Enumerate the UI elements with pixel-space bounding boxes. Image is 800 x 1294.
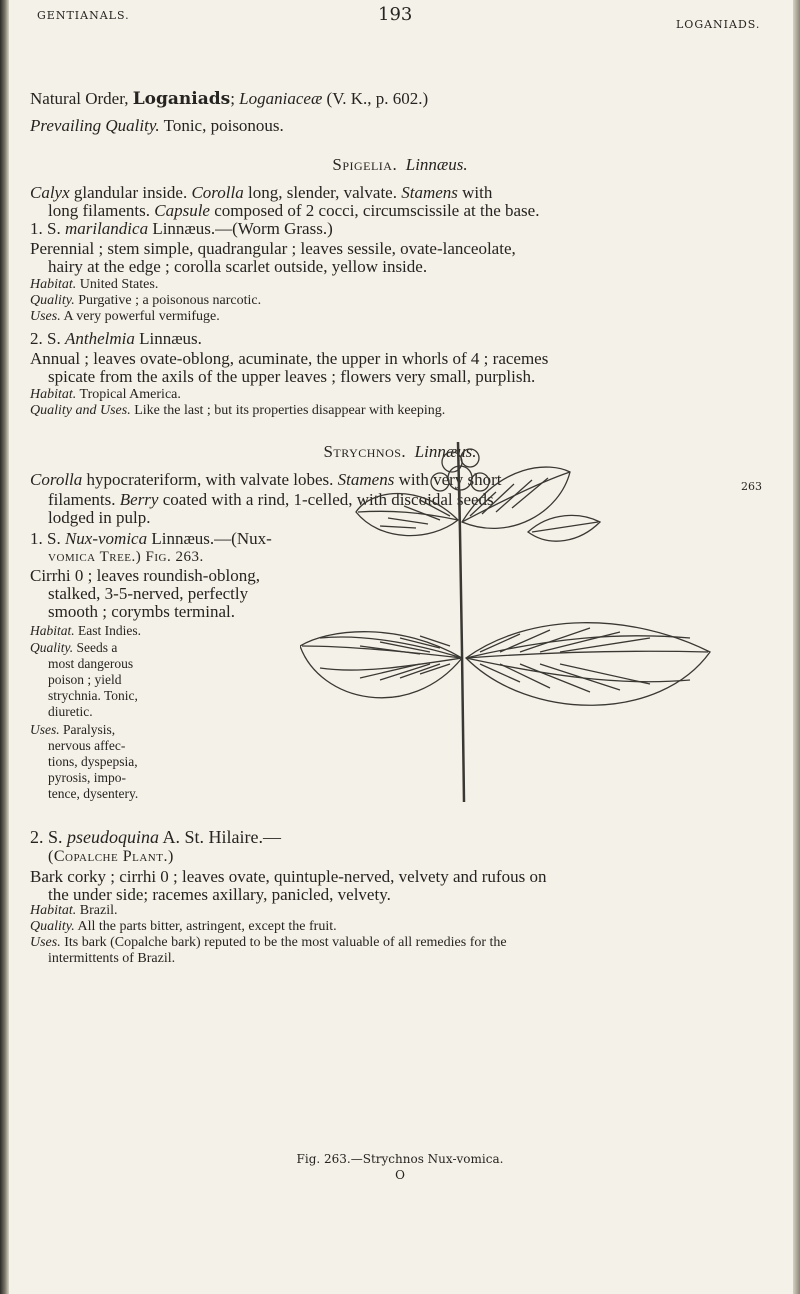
- nux-vomica-quality-line4: strychnia. Tonic,: [48, 688, 138, 703]
- pseudoquina-uses-line1: Uses. Its bark (Copalche bark) reputed to be the most valuable of all remedies for the: [30, 935, 507, 950]
- running-head-right: LOGANIADS.: [676, 18, 761, 31]
- nux-vomica-quality-line1: Quality. Seeds a: [30, 640, 118, 655]
- running-head-left: GENTIANALS.: [37, 9, 130, 22]
- nux-vomica-habitat: Habitat. East Indies.: [30, 623, 142, 638]
- spigelia-anthelmia-desc2: spicate from the axils of the upper leaves ; flowers very small, purplish.: [48, 367, 536, 386]
- nux-vomica-quality-line2: most dangerous: [48, 656, 134, 671]
- nux-vomica-desc1: Cirrhi 0 ; leaves roundish-oblong,: [30, 566, 260, 585]
- species-spigelia-anthelmia: 2. S. Anthelmia Linnæus.: [30, 329, 202, 348]
- spigelia-marilandica-uses: Uses. A very powerful vermifuge.: [30, 309, 220, 324]
- spigelia-character-line1: Calyx glandular inside. Corolla long, slender, valvate. Stamens with: [30, 183, 493, 202]
- page-edge-right: [793, 0, 800, 1294]
- species-strychnos-nux-vomica: 1. S. Nux-vomica Linnæus.—(Nux-: [30, 529, 272, 548]
- nux-vomica-uses-line1: Uses. Paralysis,: [30, 722, 116, 737]
- nux-vomica-desc3: smooth ; corymbs terminal.: [48, 602, 235, 621]
- spigelia-character-line2: long filaments. Capsule composed of 2 cocci, circumscissile at the base.: [48, 201, 540, 220]
- prevailing-quality: Prevailing Quality. Tonic, poisonous.: [30, 116, 284, 135]
- page-edge-left: [0, 0, 9, 1294]
- order-blackletter: Loganiads: [132, 89, 231, 109]
- page-number: 193: [378, 4, 413, 25]
- spigelia-marilandica-desc2: hairy at the edge ; corolla scarlet outside, yellow inside.: [48, 257, 428, 276]
- spigelia-anthelmia-quality-uses: Quality and Uses. Like the last ; but its properties disappear with keeping.: [30, 403, 446, 418]
- strychnos-character-line1: Corolla hypocrateriform, with valvate lobes. Stamens with very short: [30, 470, 502, 489]
- nux-vomica-common-name: vomica Tree.) Fig. 263.: [48, 549, 204, 565]
- strychnos-character-line3: lodged in pulp.: [48, 508, 151, 527]
- pseudoquina-habitat: Habitat. Brazil.: [30, 903, 118, 918]
- pseudoquina-desc2: the under side; racemes axillary, panicled, velvety.: [48, 885, 391, 904]
- figure-caption-mark: O: [395, 1168, 405, 1182]
- species-strychnos-pseudoquina: 2. S. pseudoquina A. St. Hilaire.—: [30, 827, 282, 847]
- pseudoquina-desc1: Bark corky ; cirrhi 0 ; leaves ovate, quintuple-nerved, velvety and rufous on: [30, 867, 547, 886]
- pseudoquina-common-name: (Copalche Plant.): [48, 848, 174, 865]
- spigelia-marilandica-quality: Quality. Purgative ; a poisonous narcotic.: [30, 293, 262, 308]
- pseudoquina-uses-line2: intermittents of Brazil.: [48, 951, 176, 966]
- nux-vomica-uses-line5: tence, dysentery.: [48, 786, 139, 801]
- nux-vomica-quality-line5: diuretic.: [48, 704, 93, 719]
- nux-vomica-uses-line2: nervous affec-: [48, 738, 126, 753]
- genus-heading-strychnos: Strychnos. Linnæus.: [323, 442, 477, 461]
- spigelia-marilandica-habitat: Habitat. United States.: [30, 277, 159, 292]
- figure-caption: Fig. 263.—Strychnos Nux-vomica.: [296, 1152, 504, 1166]
- nux-vomica-desc2: stalked, 3-5-nerved, perfectly: [48, 584, 249, 603]
- spigelia-marilandica-desc1: Perennial ; stem simple, quadrangular ; leaves sessile, ovate-lanceolate,: [30, 239, 516, 258]
- pseudoquina-quality: Quality. All the parts bitter, astringent, except the fruit.: [30, 919, 337, 934]
- nux-vomica-quality-line3: poison ; yield: [48, 672, 122, 687]
- strychnos-character-line2: filaments. Berry coated with a rind, 1-celled, with discoidal seeds: [48, 490, 494, 509]
- spigelia-anthelmia-desc1: Annual ; leaves ovate-oblong, acuminate, the upper in whorls of 4 ; racemes: [30, 349, 549, 368]
- species-spigelia-marilandica: 1. S. marilandica Linnæus.—(Worm Grass.): [30, 219, 333, 238]
- figure-number: 263: [741, 480, 762, 493]
- genus-heading-spigelia: Spigelia. Linnæus.: [332, 155, 468, 174]
- nux-vomica-illustration: [300, 402, 730, 832]
- nux-vomica-uses-line3: tions, dyspepsia,: [48, 754, 138, 769]
- natural-order-line: Natural Order, Loganiads; Loganiaceæ (V. K., p. 602.): [30, 89, 429, 109]
- spigelia-anthelmia-habitat: Habitat. Tropical America.: [30, 387, 181, 402]
- nux-vomica-uses-line4: pyrosis, impo-: [48, 770, 127, 785]
